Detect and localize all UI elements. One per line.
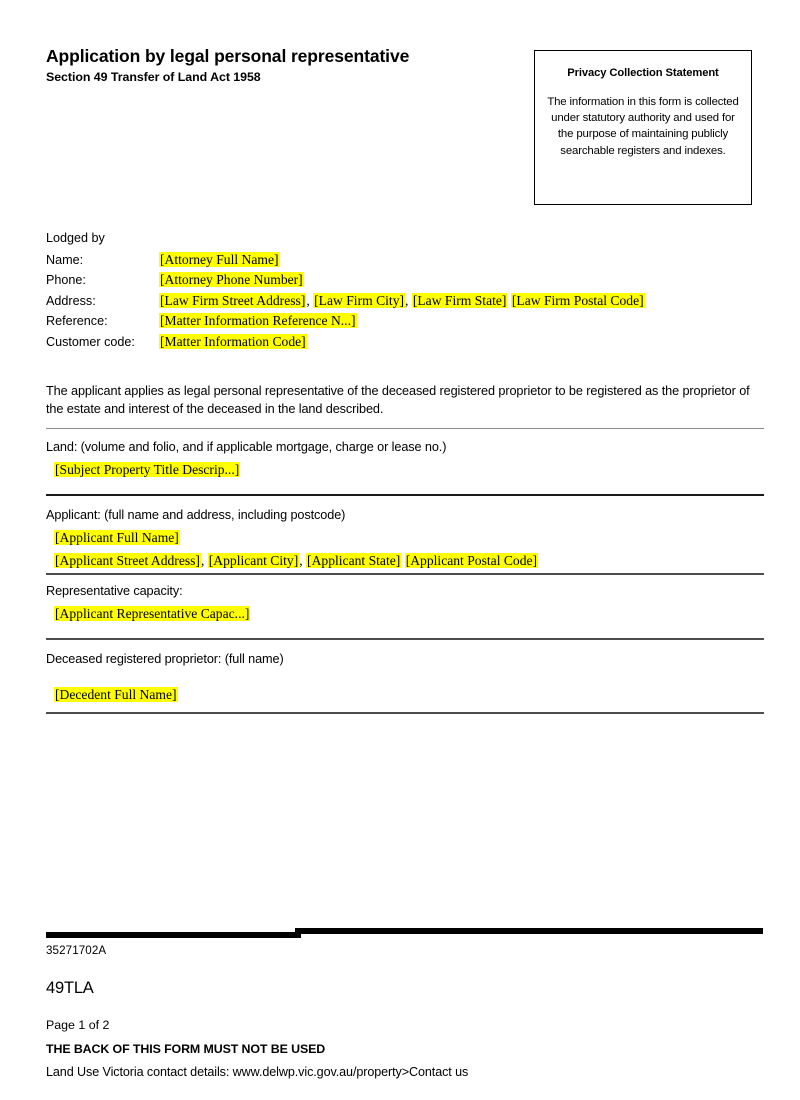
address-separator-2: ,	[405, 292, 412, 308]
applicant-address-separator-1: ,	[200, 553, 208, 569]
footer-page-number: Page 1 of 2	[46, 1017, 110, 1032]
address-separator-1: ,	[306, 292, 314, 308]
applicant-section-label: Applicant: (full name and address, including postcode)	[46, 508, 346, 522]
lodged-by-section	[46, 232, 766, 354]
matter-information-code-field[interactable]: [Matter Information Code]	[160, 333, 306, 349]
footer-bar-right	[295, 928, 763, 934]
attorney-full-name-field[interactable]: [Attorney Full Name]	[160, 251, 279, 267]
lodged-by-phone-label: Phone:	[46, 273, 86, 288]
lodged-by-row-phone	[46, 272, 766, 289]
document-footer	[46, 944, 766, 1081]
representative-capacity-values	[46, 604, 766, 625]
attorney-phone-number-field[interactable]: [Attorney Phone Number]	[160, 272, 303, 288]
applicant-street-address-field[interactable]: [Applicant Street Address]	[55, 553, 200, 569]
land-value-row[interactable]	[54, 460, 766, 481]
application-statement-paragraph: The applicant applies as legal personal representative of the deceased registered proprietor to be registered as the proprietor of the estate and interest of the deceased in the land described.	[46, 384, 750, 417]
law-firm-state-field[interactable]: [Law Firm State]	[412, 292, 507, 308]
representative-capacity-label: Representative capacity:	[46, 584, 183, 598]
applicant-representative-capacity-field[interactable]: [Applicant Representative Capac...]	[55, 606, 250, 622]
law-firm-postal-code-field[interactable]: [Law Firm Postal Code]	[511, 292, 644, 308]
deceased-proprietor-label: Deceased registered proprietor: (full name)	[46, 652, 284, 666]
applicant-address-separator-2: ,	[299, 553, 307, 569]
lodged-by-customer-code-label: Customer code:	[46, 334, 135, 349]
applicant-address-row[interactable]	[54, 551, 766, 572]
lodged-by-heading: Lodged by	[46, 231, 105, 245]
lodged-by-row-address	[46, 293, 766, 310]
privacy-collection-statement-box	[534, 50, 752, 205]
land-section-label: Land: (volume and folio, and if applicable mortgage, charge or lease no.)	[46, 440, 447, 454]
law-firm-city-field[interactable]: [Law Firm City]	[314, 292, 405, 308]
privacy-statement-title: Privacy Collection Statement	[567, 67, 719, 79]
footer-back-of-form-warning: THE BACK OF THIS FORM MUST NOT BE USED	[46, 1041, 326, 1056]
page-title: Application by legal personal representative	[46, 46, 410, 66]
page-subtitle: Section 49 Transfer of Land Act 1958	[46, 70, 261, 85]
divider-above-land	[46, 428, 764, 429]
footer-form-number: 49TLA	[46, 978, 94, 997]
representative-capacity-row[interactable]	[54, 604, 766, 625]
decedent-full-name-field[interactable]: [Decedent Full Name]	[55, 687, 177, 703]
lodged-by-name-label: Name:	[46, 252, 84, 267]
divider-above-representative-capacity	[46, 573, 764, 575]
footer-document-code: 35271702A	[46, 944, 107, 957]
footer-contact-details: Land Use Victoria contact details: www.delwp.vic.gov.au/property>Contact us	[46, 1065, 469, 1080]
applicant-section-values	[46, 528, 766, 572]
divider-above-applicant	[46, 494, 764, 496]
lodged-by-row-reference	[46, 313, 766, 330]
lodged-by-address-label: Address:	[46, 293, 96, 308]
lodged-by-name-value[interactable]	[159, 252, 280, 269]
lodged-by-phone-value[interactable]	[159, 272, 304, 289]
privacy-statement-body: The information in this form is collected under statutory authority and used for the purpose of maintaining publicly searchable registers and indexes.	[547, 96, 739, 157]
lodged-by-reference-value[interactable]	[159, 313, 357, 330]
lodged-by-reference-label: Reference:	[46, 314, 108, 329]
divider-below-deceased	[46, 712, 764, 714]
representative-capacity-section	[46, 584, 766, 627]
applicant-name-row[interactable]	[54, 528, 766, 549]
deceased-name-row[interactable]	[54, 685, 766, 706]
applicant-section	[46, 508, 766, 574]
divider-above-deceased	[46, 638, 764, 640]
applicant-full-name-field[interactable]: [Applicant Full Name]	[55, 530, 179, 546]
subject-property-title-description-field[interactable]: [Subject Property Title Descrip...]	[55, 462, 240, 478]
lodged-by-row-name	[46, 252, 766, 269]
document-header	[46, 46, 516, 85]
land-section	[46, 440, 766, 483]
applicant-state-field[interactable]: [Applicant State]	[307, 553, 401, 569]
applicant-postal-code-field[interactable]: [Applicant Postal Code]	[405, 553, 538, 569]
matter-reference-number-field[interactable]: [Matter Information Reference N...]	[160, 313, 356, 329]
lodged-by-address-value[interactable]	[159, 293, 645, 310]
applicant-city-field[interactable]: [Applicant City]	[208, 553, 299, 569]
law-firm-street-address-field[interactable]: [Law Firm Street Address]	[160, 292, 306, 308]
lodged-by-customer-code-value[interactable]	[159, 334, 307, 351]
footer-bar-left	[46, 932, 301, 938]
deceased-proprietor-section	[46, 652, 766, 708]
deceased-proprietor-values	[46, 685, 766, 706]
land-section-values	[46, 460, 766, 481]
lodged-by-row-customer-code	[46, 334, 766, 351]
